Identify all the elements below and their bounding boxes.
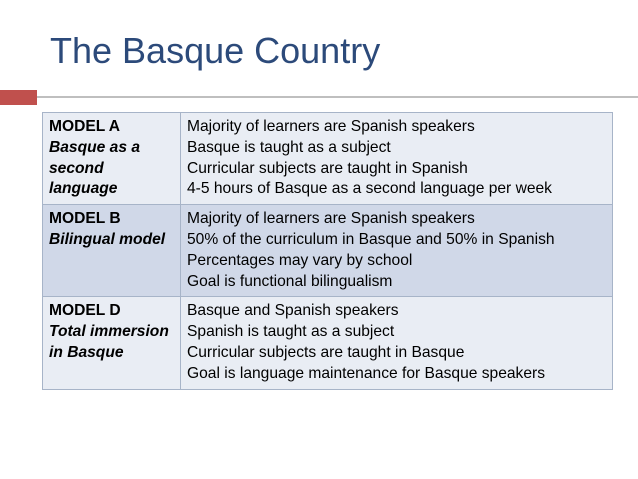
- model-details-cell: [181, 205, 613, 297]
- title-accent-bar: [0, 90, 37, 105]
- detail-line: Goal is language maintenance for Basque speakers: [187, 364, 546, 382]
- model-name: MODEL B: [49, 210, 121, 228]
- model-details-cell: [181, 113, 613, 205]
- model-details-cell: [181, 297, 613, 389]
- detail-line: Curricular subjects are taught in Basque: [187, 343, 465, 361]
- detail-line: Curricular subjects are taught in Spanish: [187, 159, 468, 177]
- model-name: MODEL D: [49, 302, 121, 320]
- model-label-cell: [43, 113, 181, 205]
- model-name: MODEL A: [49, 118, 121, 135]
- detail-line: Percentages may vary by school: [187, 251, 413, 269]
- table-row-model-b: [43, 205, 613, 297]
- detail-line: Basque and Spanish speakers: [187, 302, 399, 320]
- detail-line: Spanish is taught as a subject: [187, 323, 395, 341]
- table-row-model-a: [43, 113, 613, 205]
- model-label-cell: [43, 297, 181, 389]
- slide-title: The Basque Country: [50, 30, 381, 71]
- detail-line: Goal is functional bilingualism: [187, 272, 393, 290]
- model-description: Basque as a second language: [49, 138, 141, 198]
- model-description: Bilingual model: [49, 230, 166, 248]
- model-label-cell: [43, 205, 181, 297]
- models-table: [42, 112, 613, 390]
- title-divider: [37, 96, 638, 98]
- detail-line: Majority of learners are Spanish speakers: [187, 210, 475, 228]
- detail-line: Basque is taught as a subject: [187, 138, 391, 156]
- detail-line: 4-5 hours of Basque as a second language per week: [187, 180, 552, 198]
- table-row-model-d: [43, 297, 613, 389]
- detail-line: 50% of the curriculum in Basque and 50% in Spanish: [187, 230, 555, 248]
- detail-line: Majority of learners are Spanish speakers: [187, 118, 475, 135]
- model-description: Total immersion in Basque: [49, 323, 169, 361]
